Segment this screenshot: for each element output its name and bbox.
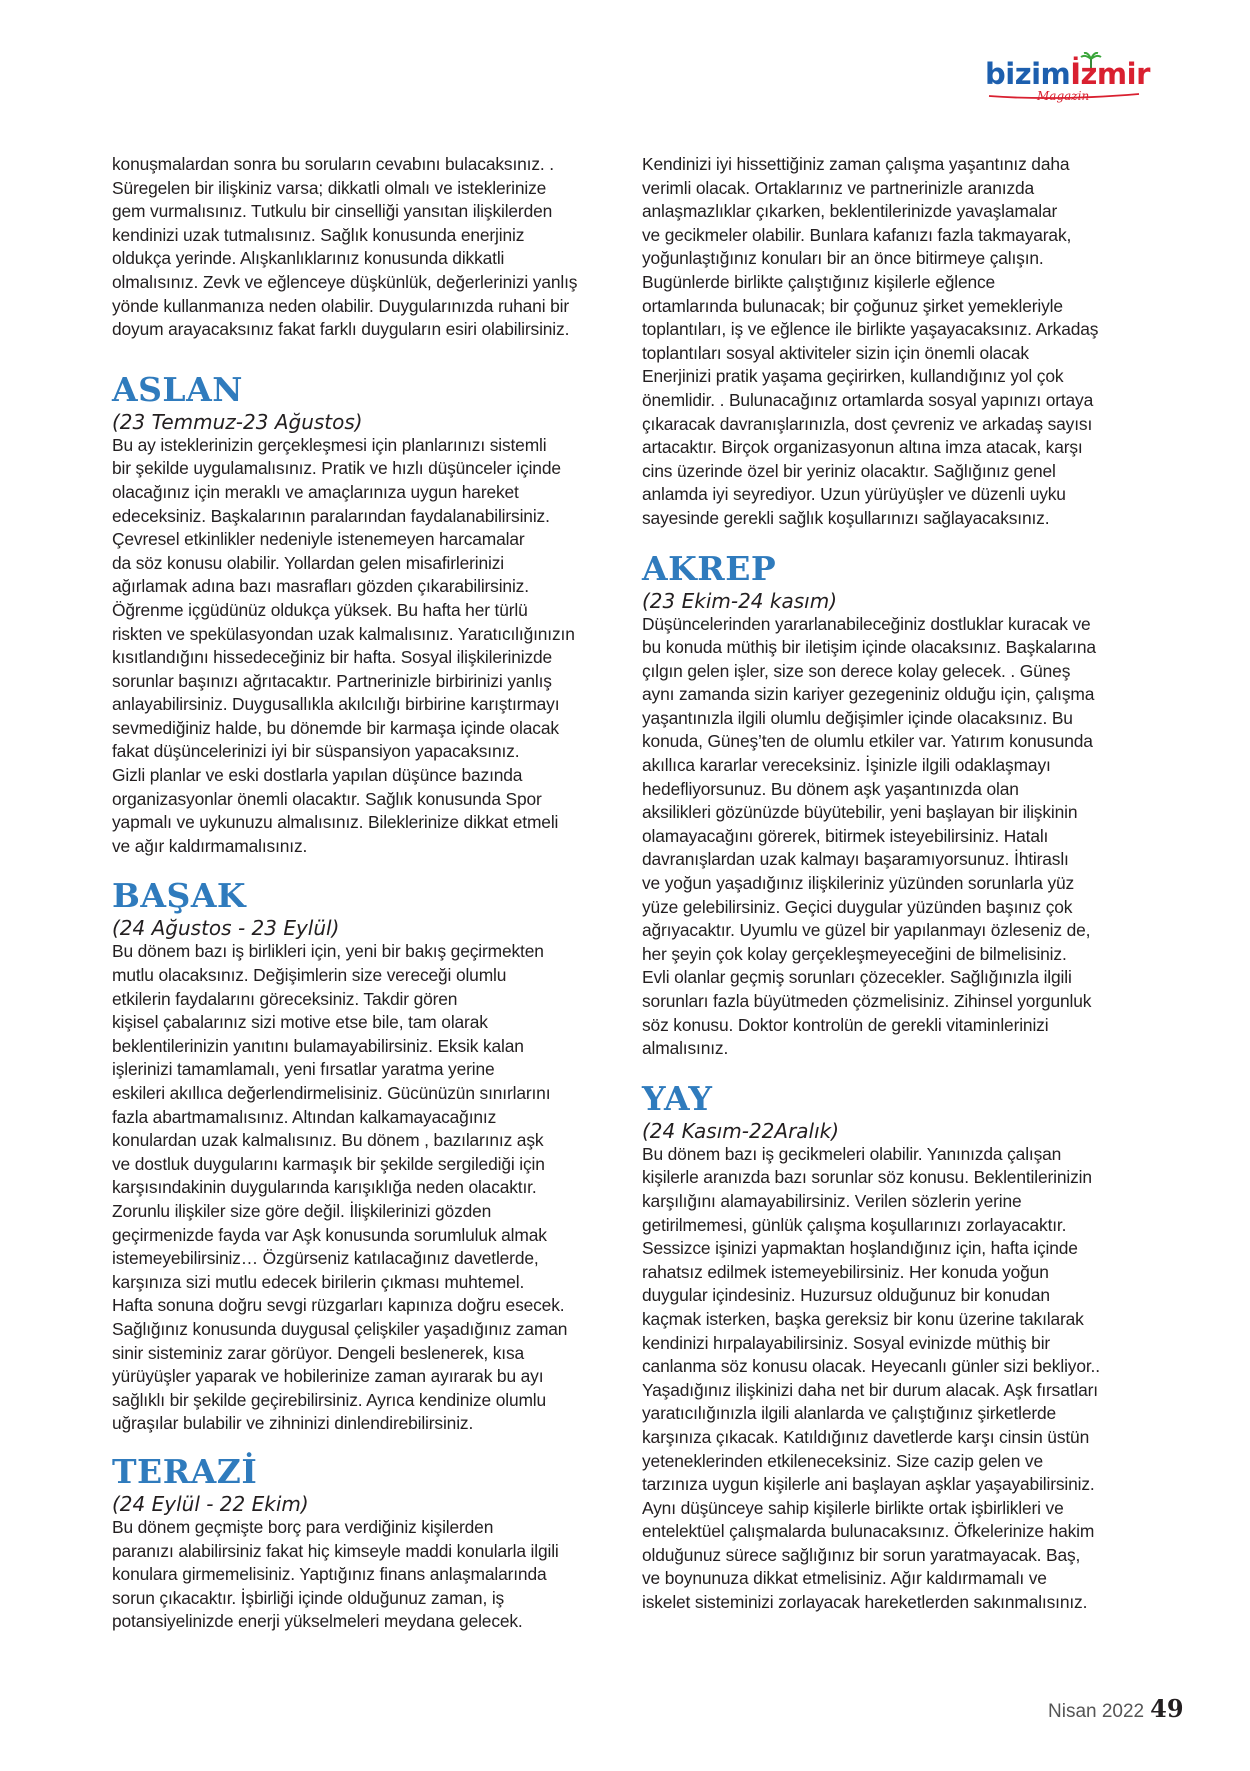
left-column bbox=[112, 153, 632, 1634]
sign-date-yay: (24 Kasım-22Aralık) bbox=[642, 1118, 840, 1143]
logo-wordmark bbox=[985, 57, 1150, 91]
logo-subtitle: Magazin bbox=[1037, 89, 1090, 103]
sign-date-terazi: (24 Eylül - 22 Ekim) bbox=[112, 1491, 309, 1516]
sign-text-akrep: Düşüncelerinden yararlanabileceğiniz dostluklar kuracak ve bu konuda müthiş bir iletişim içinde olacaksınız. Başkalarına çılgın gelen işler, size son derece kolay gelecek. . Güneş aynı zamanda sizin kariyer gezegeniniz olduğu için, çalışma yaşantınızla ilgili olumlu değişimler içinde olacaksınız. Bu konuda, Güneş’ten de olumlu etkiler var. Yatırım konusunda akıllıca kararlar vereceksiniz. İşinizle ilgili odaklaşmayı hedefliyorsunuz. Bu dönem aşk yaşantınızda olan aksilikleri gözünüzde büyütebilir, yeni başlayan bir ilişkinin olamayacağını görerek, bitirmek isteyebilirsiniz. Hatalı davranışlardan uzak kalmayı başaramıyorsunuz. İhtiraslı ve yoğun yaşadığınız ilişkileriniz yüzünden sorunlarla yüz yüze gelebilirsiniz. Geçici duygular yüzünden başınız çok ağrıyacaktır. Uyumlu ve güzel bir yapılanmayı özleseniz de, her şeyin çok kolay gerçekleşmeyeceğini de bilmelisiniz. Evli olanlar geçmiş sorunları çözecekler. Sağlığınızla ilgili sorunları fazla büyütmeden çözmelisiniz. Zihinsel yorgunluk söz konusu. Doktor kontrolün de gerekli vitaminlerinizi almalısınız. bbox=[642, 613, 1096, 1059]
magazine-logo bbox=[985, 52, 1160, 112]
issue-date: Nisan 2022 bbox=[1048, 1701, 1145, 1722]
sign-title-terazi: TERAZİ bbox=[112, 1451, 258, 1491]
sign-title-akrep: AKREP bbox=[642, 548, 777, 588]
sign-title-yay: YAY bbox=[642, 1078, 713, 1118]
sign-text-basak: Bu dönem bazı iş birlikleri için, yeni bir bakış geçirmekten mutlu olacaksınız. Değişimlerin size vereceği olumlu etkilerin faydalarını göreceksiniz. Takdir gören kişisel çabalarınız sizi motive etse bile, tam olarak beklentilerinizin yanıtını bulamayabilirsiniz. Eksik kalan işlerinizi tamamlamalı, yeni fırsatlar yaratma yerine eskileri akıllıca değerlendirmelisiniz. Gücünüzün sınırlarını fazla abartmamalısınız. Altından kalkamayacağınız konulardan uzak kalmalısınız. Bu dönem , bazılarınız aşk ve dostluk duygularını karmaşık bir şekilde sergilediği için karşısındakinin duygularında karışıklığa neden olacaktır. Zorunlu ilişkiler size göre değil. İlişkilerinizi gözden geçirmenizde fayda var Aşk konusunda sorumluluk almak istemeyebilirsiniz… Özgürseniz katılacağınız davetlerde, karşınıza sizi mutlu edecek birilerin çıkması muhtemel. Hafta sonuna doğru sevgi rüzgarları kapınıza doğru esecek. Sağlığınız konusunda duygusal çelişkiler yaşadığınız zaman sinir sisteminiz zarar görüyor. Dengeli beslenerek, kısa yürüyüşler yaparak ve hobilerinize zaman ayırarak bu ayı sağlıklı bir şekilde geçirebilirsiniz. Ayrıca kendinize olumlu uğraşılar bulabilir ve zihninizi dinlendirebilirsiniz. bbox=[112, 941, 568, 1434]
sign-title-basak: BAŞAK bbox=[112, 876, 247, 916]
page-number: 49 bbox=[1150, 1694, 1184, 1723]
logo-part-izmir: İzmir bbox=[1070, 57, 1150, 91]
sign-title-aslan: ASLAN bbox=[112, 369, 243, 409]
sign-date-aslan: (23 Temmuz-23 Ağustos) bbox=[112, 409, 363, 434]
continued-paragraph: Kendinizi iyi hissettiğiniz zaman çalışma yaşantınız daha verimli olacak. Ortaklarınız ve partnerinizle aranızda anlaşmazlıklar çıkarken, beklentilerinizde yavaşlamalar ve gecikmeler olabilir. Bunlara kafanızı fazla takmayarak, yoğunlaştığınız konuları bir an önce bitirmeye çalışın. Bugünlerde birlikte çalıştığınız kişilerle eğlence ortamlarında bulunacak; bir çoğunuz şirket yemekleriyle toplantıları, iş ve eğlence ile birlikte yaşayacaksınız. Arkadaş toplantıları sosyal aktiviteler sizin için önemli olacak Enerjinizi pratik yaşama geçirirken, kullandığınız yol çok önemlidir. . Bulunacağınız ortamlarda sosyal yapınızı ortaya çıkaracak davranışlarınızla, dost çevreniz ve arkadaş sayısı artacaktır. Birçok organizasyonun altına imza atacak, karşı cins üzerinde özel bir yeriniz olacaktır. Sağlığınız genel anlamda iyi seyrediyor. Uzun yürüyüşler ve düzenli uyku sayesinde gerekli sağlık koşullarınızı sağlayacaksınız. bbox=[642, 154, 1099, 528]
sign-text-aslan: Bu ay isteklerinizin gerçekleşmesi için planlarınızı sistemli bir şekilde uygulamalısınız. Pratik ve hızlı düşünceler içinde olacağınız için meraklı ve amaçlarınıza uygun hareket edeceksiniz. Başkalarının paralarından faydalanabilirsiniz. Çevresel etkinlikler nedeniyle istenemeyen harcamalar da söz konusu olabilir. Yollardan gelen misafirlerinizi ağırlamak adına bazı masrafları gözden çıkarabilirsiniz. Öğrenme içgüdünüz oldukça yüksek. Bu hafta her türlü riskten ve spekülasyondan uzak kalmalısınız. Yaratıcılığınızın kısıtlandığını hissedeceğiniz bir hafta. Sosyal ilişkilerinizde sorunlar başınızı ağrıtacaktır. Partnerinizle birbirinizi yanlış anlayabilirsiniz. Duygusallıkla akılcılığı birbirine karıştırmayı sevmediğiniz halde, bu dönemde bir karmaşa içinde olacak fakat düşüncelerinizi iyi bir süspansiyon yapacaksınız. Gizli planlar ve eski dostlarla yapılan düşünce bazında organizasyonlar önemli olacaktır. Sağlık konusunda Spor yapmalı ve uykunuzu almalısınız. Bileklerinize dikkat etmeli ve ağır kaldırmamalısınız. bbox=[112, 434, 575, 856]
page-footer bbox=[1048, 1694, 1184, 1723]
continued-paragraph: konuşmalardan sonra bu soruların cevabını bulacaksınız. . Süregelen bir ilişkiniz varsa; dikkatli olmalı ve isteklerinize gem vurmalısınız. Tutkulu bir cinselliği yansıtan ilişkilerden kendinizi uzak tutmalısınız. Sağlık konusunda enerjiniz oldukça yerinde. Alışkanlıklarınız konusunda dikkatli olmalısınız. Zevk ve eğlenceye düşkünlük, değerlerinizi yanlış yönde kullanmanıza neden olabilir. Duygularınızda ruhani bir doyum arayacaksınız fakat farklı duyguların esiri olabilirsiniz. bbox=[112, 154, 578, 340]
right-column bbox=[642, 153, 1162, 1615]
sign-date-akrep: (23 Ekim-24 kasım) bbox=[642, 588, 837, 613]
sign-date-basak: (24 Ağustos - 23 Eylül) bbox=[112, 916, 340, 941]
sign-text-terazi: Bu dönem geçmişte borç para verdiğiniz kişilerden paranızı alabilirsiniz fakat hiç kimseyle maddi konularla ilgili konulara girmemelisiniz. Yaptığınız finans anlaşmalarında sorun çıkacaktır. İşbirliği içinde olduğunuz zaman, iş potansiyelinizde enerji yükselmeleri meydana gelecek. bbox=[112, 1516, 559, 1632]
sign-text-yay: Bu dönem bazı iş gecikmeleri olabilir. Yanınızda çalışan kişilerle aranızda bazı sorunlar söz konusu. Beklentilerinizin karşılığını alamayabilirsiniz. Verilen sözlerin yerine getirilmemesi, günlük çalışma koşullarınızı zorlayacaktır. Sessizce işinizi yapmaktan hoşlandığınız için, hafta içinde rahatsız edilmek istemeyebilirsiniz. Her konuda yoğun duygular içindesiniz. Huzursuz olduğunuz bir konudan kaçmak isterken, başka gereksiz bir konu üzerine takılarak kendinizi hırpalayabilirsiniz. Sosyal evinizde müthiş bir canlanma söz konusu olacak. Heyecanlı günler sizi bekliyor.. Yaşadığınız ilişkinizi daha net bir durum alacak. Aşk fırsatları yaratıcılığınızla ilgili alanlarda ve çalıştığınız şirketlerde karşınıza çıkacak. Katıldığınız davetlerde karşı cinsin üstün yeteneklerinden etkileneceksiniz. Size cazip gelen ve tarzınıza uygun kişilerle ani başlayan aşklar yaşayabilirsiniz. Aynı düşünceye sahip kişilerle birlikte ortak işbirlikleri ve entelektüel çalışmalarda bulunacaksınız. Öfkelerinize hakim olduğunuz sürece sağlığınız bir sorun yaratmayacak. Baş, ve boynunuza dikkat etmelisiniz. Ağır kaldırmamalı ve iskelet sisteminizi zorlayacak hareketlerden sakınmalısınız. bbox=[642, 1143, 1100, 1613]
logo-part-bizim: bizim bbox=[985, 57, 1071, 91]
